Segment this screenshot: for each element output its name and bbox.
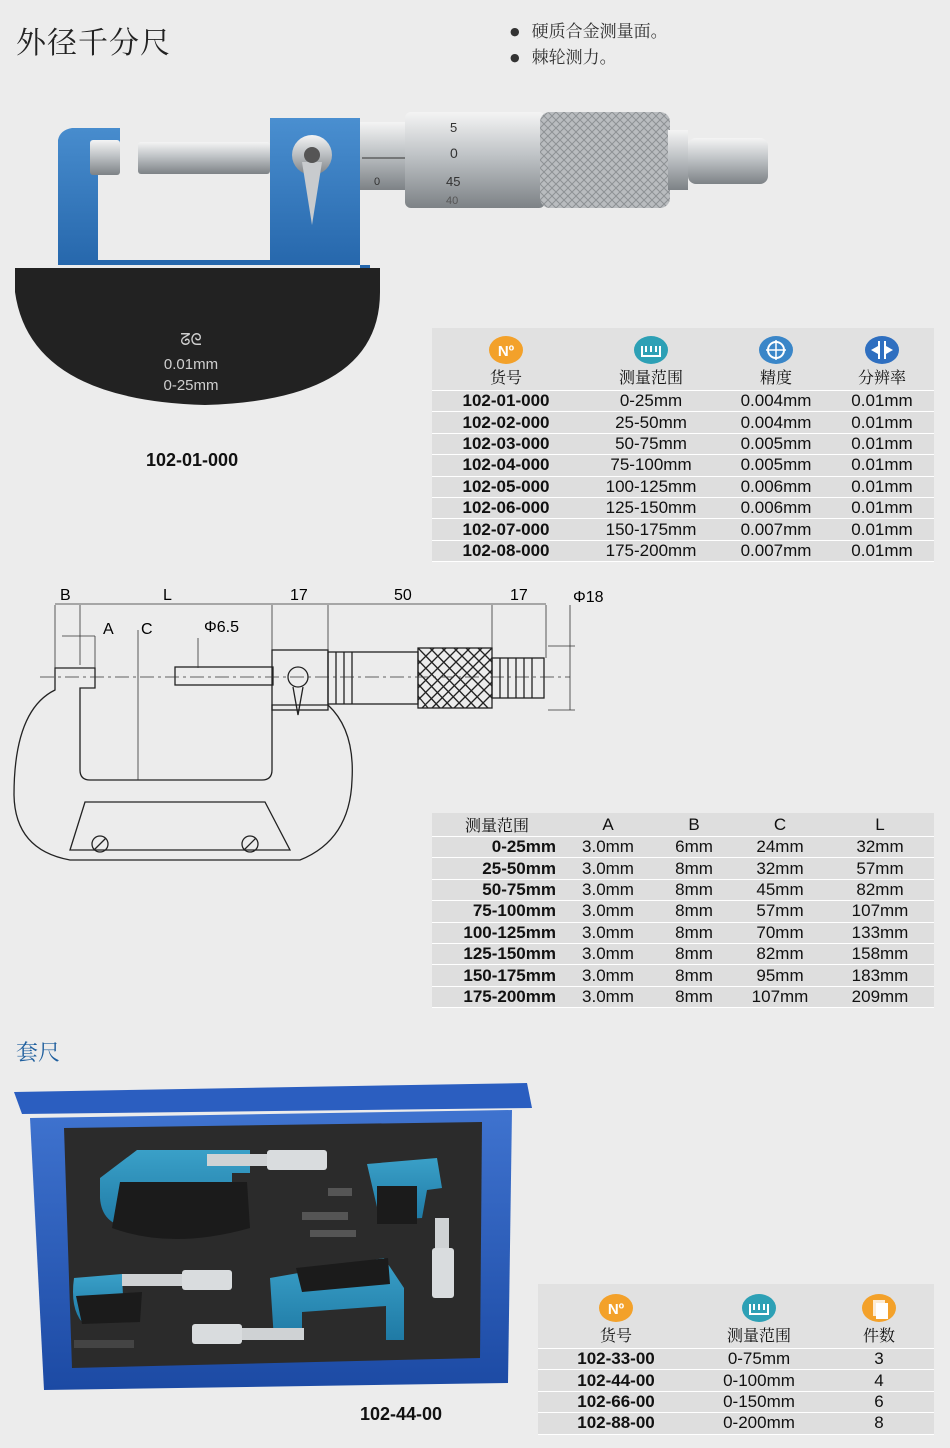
- table-cell: 8mm: [654, 922, 734, 943]
- table-cell: 100-125mm: [432, 922, 562, 943]
- table-cell: 8: [824, 1413, 934, 1434]
- header-cell: B: [654, 813, 734, 837]
- table-cell: 0-25mm: [432, 837, 562, 858]
- dim-A: A: [103, 621, 114, 638]
- table-row: [432, 901, 934, 922]
- table-row: [432, 497, 934, 518]
- table-cell: 107mm: [826, 901, 934, 922]
- table-cell: 0.01mm: [830, 433, 934, 454]
- table-cell: 102-07-000: [432, 519, 580, 540]
- table-cell: 0-100mm: [694, 1370, 824, 1391]
- ratchet-stop: [688, 138, 768, 184]
- product-code: 102-01-000: [146, 450, 239, 470]
- table-cell: 0.01mm: [830, 497, 934, 518]
- table-cell: 3.0mm: [562, 837, 654, 858]
- dim-L: L: [163, 587, 172, 604]
- table-row: [432, 965, 934, 986]
- table-row: [538, 1349, 934, 1370]
- table-cell: 0-75mm: [694, 1349, 824, 1370]
- table-row: [432, 986, 934, 1007]
- dim-C: C: [141, 621, 153, 638]
- table-cell: 8mm: [654, 943, 734, 964]
- dimension-table: [432, 813, 934, 1008]
- micrometer-set-photo: [12, 1078, 537, 1393]
- table-cell: 3.0mm: [562, 879, 654, 900]
- table-row: [432, 837, 934, 858]
- header-cell: C: [734, 813, 826, 837]
- table-row: [432, 455, 934, 476]
- table-cell: 82mm: [734, 943, 826, 964]
- table-cell: 3.0mm: [562, 901, 654, 922]
- table-cell: 32mm: [826, 837, 934, 858]
- range-engraving: 0-25mm: [163, 377, 219, 394]
- header-cell: L: [826, 813, 934, 837]
- table-cell: 0.007mm: [722, 519, 830, 540]
- table-cell: 102-02-000: [432, 412, 580, 433]
- spanner-slot: [74, 1340, 134, 1348]
- table-cell: 8mm: [654, 965, 734, 986]
- thimble-scale-0: 0: [450, 145, 458, 161]
- svg-text:Nº: Nº: [607, 1301, 625, 1318]
- thimble-scale-5: 5: [450, 120, 458, 135]
- table-cell: 25-50mm: [580, 412, 722, 433]
- thimble: [405, 112, 545, 208]
- header-cell: 分辨率: [830, 328, 934, 391]
- setting-standard: [302, 1212, 348, 1220]
- table-cell: 0.006mm: [722, 476, 830, 497]
- dim-phi65: Φ6.5: [204, 619, 240, 636]
- table-cell: 133mm: [826, 922, 934, 943]
- quantity-icon: [861, 1292, 897, 1322]
- table-cell: 32mm: [734, 858, 826, 879]
- table-row: [432, 412, 934, 433]
- accuracy-icon: [758, 334, 794, 364]
- table-cell: 0.004mm: [722, 391, 830, 412]
- table-row: [432, 391, 934, 412]
- table-cell: 6: [824, 1391, 934, 1412]
- table-cell: 102-01-000: [432, 391, 580, 412]
- table-cell: 102-06-000: [432, 497, 580, 518]
- table-cell: 175-200mm: [432, 986, 562, 1007]
- table-cell: 57mm: [826, 858, 934, 879]
- table-cell: 8mm: [654, 986, 734, 1007]
- anvil: [90, 140, 120, 175]
- table-row: [432, 879, 934, 900]
- no-icon: [598, 1292, 634, 1322]
- table-cell: 183mm: [826, 965, 934, 986]
- range-icon: [741, 1292, 777, 1322]
- table-row: [432, 519, 934, 540]
- knurled-grip: [540, 112, 670, 208]
- table-cell: 0.004mm: [722, 412, 830, 433]
- table-cell: 0.005mm: [722, 455, 830, 476]
- thimble-scale-40: 40: [446, 195, 459, 207]
- header-cell: Nº 货号: [538, 1284, 694, 1349]
- table-row: [432, 943, 934, 964]
- feature-list: [510, 20, 668, 72]
- spindle-outline: [175, 667, 273, 685]
- table-cell: 24mm: [734, 837, 826, 858]
- table-cell: 125-150mm: [432, 943, 562, 964]
- table-row: [432, 922, 934, 943]
- sleeve: [360, 122, 410, 190]
- spindle: [138, 142, 270, 174]
- resolution-icon: [864, 334, 900, 364]
- brand-logo: ᘔᘓ: [180, 332, 202, 349]
- table-cell: 102-33-00: [538, 1349, 694, 1370]
- table-cell: 3.0mm: [562, 986, 654, 1007]
- table-cell: 82mm: [826, 879, 934, 900]
- table-cell: 0.01mm: [830, 391, 934, 412]
- table-cell: 125-150mm: [580, 497, 722, 518]
- dim-50: 50: [394, 587, 412, 604]
- table-cell: 107mm: [734, 986, 826, 1007]
- table-cell: 3: [824, 1349, 934, 1370]
- table-cell: 75-100mm: [432, 901, 562, 922]
- table-cell: 102-08-000: [432, 540, 580, 561]
- table-row: [432, 433, 934, 454]
- table-cell: 3.0mm: [562, 965, 654, 986]
- table-cell: 158mm: [826, 943, 934, 964]
- table-cell: 8mm: [654, 858, 734, 879]
- table-row: [538, 1413, 934, 1434]
- resolution-engraving: 0.01mm: [163, 356, 219, 373]
- dim-17-right: 17: [510, 587, 528, 604]
- set-table-header: [538, 1284, 934, 1349]
- table-row: [432, 858, 934, 879]
- setting-standard: [328, 1188, 352, 1196]
- table-row: [432, 540, 934, 561]
- table-row: [538, 1391, 934, 1412]
- table-cell: 6mm: [654, 837, 734, 858]
- table-cell: 4: [824, 1370, 934, 1391]
- dim-phi18: Φ18: [573, 589, 604, 606]
- range-icon: [633, 334, 669, 364]
- header-cell: A: [562, 813, 654, 837]
- feature-item: ● 棘轮测力。: [510, 46, 668, 72]
- header-cell: 测量范围: [694, 1284, 824, 1349]
- table-cell: 102-05-000: [432, 476, 580, 497]
- table-cell: 209mm: [826, 986, 934, 1007]
- dimension-table-header: [432, 813, 934, 837]
- dim-17-left: 17: [290, 587, 308, 604]
- header-cell: 件数: [824, 1284, 934, 1349]
- table-cell: 95mm: [734, 965, 826, 986]
- feature-item: ● 硬质合金测量面。: [510, 20, 668, 46]
- table-cell: 102-88-00: [538, 1413, 694, 1434]
- table-cell: 0.006mm: [722, 497, 830, 518]
- table-cell: 25-50mm: [432, 858, 562, 879]
- table-cell: 0.005mm: [722, 433, 830, 454]
- no-icon: [488, 334, 524, 364]
- header-cell: 精度: [722, 328, 830, 391]
- table-cell: 0.01mm: [830, 540, 934, 561]
- table-cell: 8mm: [654, 901, 734, 922]
- spec-table: [432, 328, 934, 562]
- table-row: [432, 476, 934, 497]
- svg-text:Nº: Nº: [497, 343, 515, 360]
- table-cell: 102-44-00: [538, 1370, 694, 1391]
- section-title-set: 套尺: [16, 1041, 61, 1066]
- set-product-code: 102-44-00: [360, 1404, 443, 1424]
- table-cell: 0.007mm: [722, 540, 830, 561]
- table-cell: 0.01mm: [830, 412, 934, 433]
- spec-table-header: [432, 328, 934, 391]
- table-cell: 175-200mm: [580, 540, 722, 561]
- table-cell: 150-175mm: [580, 519, 722, 540]
- table-cell: 0-25mm: [580, 391, 722, 412]
- set-table: [538, 1284, 934, 1435]
- thimble-scale-45: 45: [446, 174, 461, 189]
- table-cell: 57mm: [734, 901, 826, 922]
- table-cell: 3.0mm: [562, 858, 654, 879]
- table-cell: 0.01mm: [830, 455, 934, 476]
- plate-outline: [70, 802, 290, 850]
- case-lid: [14, 1083, 532, 1114]
- table-cell: 0.01mm: [830, 519, 934, 540]
- setting-standard: [310, 1230, 356, 1237]
- header-cell: Nº 货号: [432, 328, 580, 391]
- table-cell: 102-66-00: [538, 1391, 694, 1412]
- table-cell: 50-75mm: [580, 433, 722, 454]
- page-title: 外径千分尺: [16, 26, 171, 61]
- header-cell: 测量范围: [580, 328, 722, 391]
- table-row: [538, 1370, 934, 1391]
- header-cell: 测量范围: [432, 813, 562, 837]
- table-cell: 102-03-000: [432, 433, 580, 454]
- table-cell: 150-175mm: [432, 965, 562, 986]
- table-cell: 50-75mm: [432, 879, 562, 900]
- table-cell: 3.0mm: [562, 943, 654, 964]
- table-cell: 102-04-000: [432, 455, 580, 476]
- table-cell: 0.01mm: [830, 476, 934, 497]
- table-cell: 70mm: [734, 922, 826, 943]
- table-cell: 0-150mm: [694, 1391, 824, 1412]
- table-cell: 3.0mm: [562, 922, 654, 943]
- table-cell: 100-125mm: [580, 476, 722, 497]
- sleeve-outline: [328, 652, 418, 704]
- table-cell: 45mm: [734, 879, 826, 900]
- table-cell: 0-200mm: [694, 1413, 824, 1434]
- table-cell: 8mm: [654, 879, 734, 900]
- dim-B: B: [60, 587, 71, 604]
- sleeve-scale-label: 0: [374, 176, 381, 188]
- table-cell: 75-100mm: [580, 455, 722, 476]
